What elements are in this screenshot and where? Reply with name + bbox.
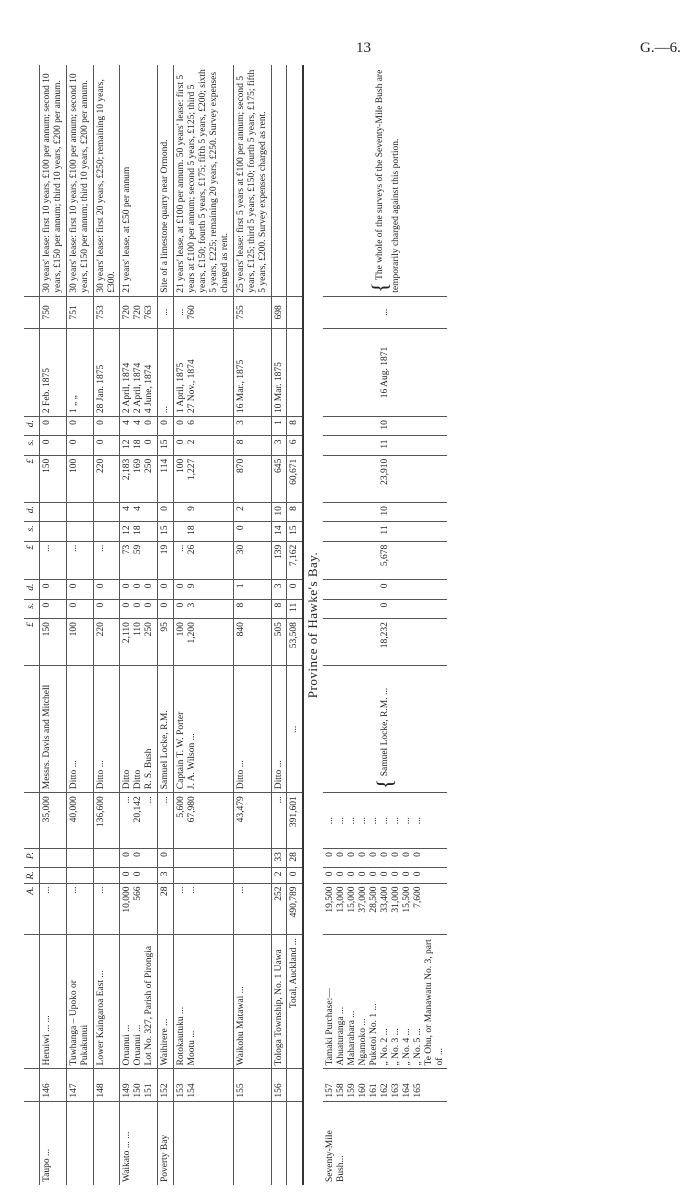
total-label: Total, Auckland ... (287, 935, 303, 1069)
hb-paid-shillings: 11 (323, 522, 447, 541)
deed-number: 750 (39, 296, 66, 328)
hb-total-pence: 10 (323, 417, 447, 436)
block-name-cell (39, 935, 66, 1069)
total-paid-pence: 8 (287, 503, 303, 522)
date: ... (158, 328, 174, 416)
total-row (287, 65, 303, 1185)
table-row (233, 65, 271, 1185)
paid-shillings: 15 (158, 522, 174, 541)
unit-pounds-label: £ (24, 619, 39, 666)
district-cell (271, 1101, 287, 1185)
block-name-cell (158, 935, 174, 1069)
hb-total-shillings: 11 (323, 436, 447, 455)
paid-pounds: ... 26 (174, 541, 234, 580)
table-row (158, 65, 174, 1185)
block-name: Waihirere ... (160, 1018, 171, 1066)
unit-roods-label: R. (24, 868, 39, 883)
acres: 252 (271, 883, 287, 935)
province-heading: Province of Hawke's Bay. (303, 65, 323, 1185)
paid-pounds: ... (39, 541, 66, 580)
total-perches: 28 (287, 849, 303, 868)
paid-shillings (66, 522, 93, 541)
total-sum-shillings: 6 (287, 436, 303, 455)
unit-shillings-label: s. (24, 599, 39, 618)
district-cell (174, 1101, 234, 1185)
acres: 10,000 566 (120, 883, 158, 935)
brace-glyph: { (366, 282, 392, 293)
lease-acres: 35,000 (39, 793, 66, 849)
roods: 0 0 (120, 868, 158, 883)
district: Waikato ... (122, 1141, 133, 1182)
block-number: 147 (66, 1069, 93, 1101)
price-pounds: 150 (39, 619, 66, 666)
total-shillings: 15 (158, 436, 174, 455)
unit-perches-label: P. (24, 849, 39, 868)
deed-number: 698 (271, 296, 287, 328)
district-cell (93, 1101, 120, 1185)
table-row (120, 65, 158, 1185)
district: Taupo (41, 1158, 52, 1182)
total-sum-pounds: 60,671 (287, 455, 303, 502)
hb-lease-acres: ... ... ... ... ... ... ... ... ... (323, 793, 447, 849)
remarks: 30 years' lease: first 20 years, £250; remaining 10 years, £300. (93, 65, 120, 296)
block-name-cell (66, 935, 93, 1069)
total-pounds: 100 (66, 455, 93, 502)
block-name-cell (93, 935, 120, 1069)
deed-number: 755 (233, 296, 271, 328)
acres: ... (66, 883, 93, 935)
paid-pounds: ... (66, 541, 93, 580)
perches (93, 849, 120, 868)
paid-pounds: 139 (271, 541, 287, 580)
rotated-table-container (24, 65, 664, 1185)
total-pounds: 2,183 169 250 (120, 455, 158, 502)
paid-pence: 4 4 (120, 503, 158, 522)
paid-pounds: ... (93, 541, 120, 580)
total-shillings: 12 18 0 (120, 436, 158, 455)
block-name-cell (120, 935, 158, 1069)
total-pounds: 220 (93, 455, 120, 502)
paid-shillings: 14 (271, 522, 287, 541)
block-name: Heruiwi ... (41, 1024, 52, 1066)
total-price-shillings: 11 (287, 599, 303, 618)
price-pence: 1 (233, 580, 271, 599)
price-pounds: 95 (158, 619, 174, 666)
block-name: Rotokautuku ... Mootu ... (176, 1006, 198, 1066)
table-row (39, 65, 66, 1185)
total-pounds: 100 1,227 (174, 455, 234, 502)
paid-pounds: 19 (158, 541, 174, 580)
paid-pence: 2 (233, 503, 271, 522)
unit-pence-label: d. (24, 580, 39, 599)
district-cell (39, 1101, 66, 1185)
block-number: 155 (233, 1069, 271, 1101)
auckland-rows (39, 65, 287, 1185)
province-heading-row (303, 65, 323, 1185)
roods: 3 (158, 868, 174, 883)
hb-paid-pounds: 5,678 (323, 541, 447, 580)
paid-pence: 9 (174, 503, 234, 522)
hawkes-bay-row (323, 65, 447, 1185)
hb-block-names: Tamaki Purchase:— Ahuaturanga ... Maharahara ... Ngamoko ... Puketoi No. 1 ... „ No. 2 ... „ No. 3 ... „ No. 4 ... „ No. 5 ... Te Ohu, or Manawatu No. 3, part of ... (323, 935, 447, 1069)
paid-pence (39, 503, 66, 522)
district-dots: ... (41, 1148, 52, 1157)
total-paid-shillings: 15 (287, 522, 303, 541)
hb-remarks-cell (323, 65, 447, 296)
total-shillings: 0 (93, 436, 120, 455)
total-roods: 0 (287, 868, 303, 883)
paid-pounds: 30 (233, 541, 271, 580)
block-name-cell (174, 935, 234, 1069)
hb-perches: 0 0 0 0 0 0 0 0 0 (323, 849, 447, 868)
total-price-pounds: 53,508 (287, 619, 303, 666)
deed-number: 720 720 763 (120, 296, 158, 328)
date: 16 Mar., 1875 (233, 328, 271, 416)
price-pounds: 100 (66, 619, 93, 666)
remarks: 21 years' lease, at £50 per annum (120, 65, 158, 296)
block-name-cell (233, 935, 271, 1069)
deed-number: ... (158, 296, 174, 328)
deed-number: 751 (66, 296, 93, 328)
vendor: Samuel Locke, R.M. (158, 666, 174, 793)
remarks: 25 years' lease: first 5 years at £100 per annum; second 5 years, £125; third 5 years, £150; fourth 5 years, £175; fifth 5 years, £200. Survey expenses charged as rent. (233, 65, 271, 296)
paid-pence: 10 (271, 503, 287, 522)
block-number: 149 150 151 (120, 1069, 158, 1101)
block-number: 153 154 (174, 1069, 234, 1101)
hb-price-shillings: 0 (323, 599, 447, 618)
vendor: Ditto ... (271, 666, 287, 793)
lease-acres: 136,600 (93, 793, 120, 849)
perches: 0 (158, 849, 174, 868)
paid-shillings: 18 (174, 522, 234, 541)
price-shillings: 0 (66, 599, 93, 618)
total-pence: 0 (66, 417, 93, 436)
total-pence: 1 (271, 417, 287, 436)
price-pounds: 100 1,200 (174, 619, 234, 666)
total-price-pence: 0 (287, 580, 303, 599)
hb-acres: 19,500 13,000 15,000 37,000 28,500 33,400 31,000 15,500 7,600 (323, 883, 447, 935)
deed-number: ... 760 (174, 296, 234, 328)
roods (174, 868, 234, 883)
price-shillings: 0 0 0 (120, 599, 158, 618)
hb-price-pence: 0 (323, 580, 447, 599)
price-shillings: 0 (93, 599, 120, 618)
block-name: Tologa Township, No. 1 Uawa (273, 949, 284, 1066)
paid-pence (93, 503, 120, 522)
table-row (271, 65, 287, 1185)
price-pounds: 505 (271, 619, 287, 666)
district-cell (120, 1101, 158, 1185)
total-paid-pounds: 7,162 (287, 541, 303, 580)
price-pence: 0 (66, 580, 93, 599)
hb-roods: 0 0 0 0 0 0 0 0 0 (323, 868, 447, 883)
paid-pounds: 73 59 (120, 541, 158, 580)
paid-pence: 0 (158, 503, 174, 522)
perches (174, 849, 234, 868)
district-dots: ... (122, 1131, 133, 1139)
lease-acres: 40,000 (66, 793, 93, 849)
total-shillings: 0 (66, 436, 93, 455)
date: 28 Jan. 1875 (93, 328, 120, 416)
roods (93, 868, 120, 883)
acres: ... (39, 883, 66, 935)
hb-price-pounds: 18,232 (323, 619, 447, 666)
total-pounds: 645 (271, 455, 287, 502)
price-pence: 0 (93, 580, 120, 599)
block-name-cell (271, 935, 287, 1069)
hb-district: Seventy-Mile Bush... (325, 1130, 347, 1182)
total-pence: 4 4 0 (120, 417, 158, 436)
district: Poverty Bay (160, 1134, 171, 1182)
total-pounds: 150 (39, 455, 66, 502)
district-cell (158, 1101, 174, 1185)
vendor: Ditto Ditto R. S. Bush (120, 666, 158, 793)
page-number: 13 (356, 40, 371, 56)
unit-pence-label: d. (24, 503, 39, 522)
total-pence: 0 (39, 417, 66, 436)
price-shillings: 8 (271, 599, 287, 618)
acres: ... ... (174, 883, 234, 935)
hb-numbers: 157 158 159 160 161 162 163 164 165 (323, 1069, 447, 1101)
lease-acres: 5,600 67,980 (174, 793, 234, 849)
total-sum-pence: 8 (287, 417, 303, 436)
price-pounds: 220 (93, 619, 120, 666)
vendor: Ditto ... (233, 666, 271, 793)
table-row (66, 65, 93, 1185)
acres: ... (233, 883, 271, 935)
price-pence: 3 (271, 580, 287, 599)
hb-remarks: The whole of the surveys of the Seventy-Mile Bush are temporarily charged against this portion. (375, 69, 401, 293)
total-shillings: 0 (39, 436, 66, 455)
paid-shillings: 12 18 (120, 522, 158, 541)
perches (233, 849, 271, 868)
hb-vendor: Samuel Locke, R.M. ... (380, 687, 391, 777)
acres: 28 (158, 883, 174, 935)
price-shillings: 0 3 (174, 599, 234, 618)
date: 2 Feb. 1875 (39, 328, 66, 416)
hb-paid-pence: 10 (323, 503, 447, 522)
price-pence: 0 (158, 580, 174, 599)
unit-pence-label: d. (24, 417, 39, 436)
lease-acres: ... 20,142 ... (120, 793, 158, 849)
brace-glyph: { (372, 778, 398, 790)
table-row (174, 65, 234, 1185)
total-acres: 490,789 (287, 883, 303, 935)
total-pence: 3 (233, 417, 271, 436)
lease-acres: ... (271, 793, 287, 849)
lease-acres: ... (158, 793, 174, 849)
total-lease-acres: 391,601 (287, 793, 303, 849)
block-number: 148 (93, 1069, 120, 1101)
unit-pounds-label: £ (24, 455, 39, 502)
remarks: 21 years' lease, at £100 per annum. 50 years' lease: first 5 years at £100 per annum; second 5 years, £125; third 5 years, £150; fourth 5 years, £175; fifth 5 years, £200; sixth 5 years, £225; remaining 20 years, £250. Survey expenses charged as rent. (174, 65, 234, 296)
price-pounds: 2,110 110 250 (120, 619, 158, 666)
price-pence: 0 (39, 580, 66, 599)
price-shillings: 0 (158, 599, 174, 618)
date: 1 April, 1875 27 Nov., 1874 (174, 328, 234, 416)
vendor: Captain T. W. Porter J. A. Wilson ... (174, 666, 234, 793)
remarks: Site of a limestone quarry near Ormond. (158, 65, 174, 296)
block-name: Lower Kaingaroa East ... (95, 970, 106, 1066)
lease-acres: 43,479 (233, 793, 271, 849)
block-number: 152 (158, 1069, 174, 1101)
total-vendor: ... (287, 666, 303, 793)
vendor: Ditto ... (93, 666, 120, 793)
remarks (271, 65, 287, 296)
roods (233, 868, 271, 883)
price-shillings: 8 (233, 599, 271, 618)
perches: 33 (271, 849, 287, 868)
vendor: Messrs. Davis and Mitchell (39, 666, 66, 793)
price-pence: 0 9 (174, 580, 234, 599)
district-cell (66, 1101, 93, 1185)
hb-vendor-cell (323, 666, 447, 793)
total-pence: 0 (93, 417, 120, 436)
deed-number: 753 (93, 296, 120, 328)
block-name: Oruanui ... Oruanui ... Lot No. 327, Parish of Pirongia (122, 945, 155, 1066)
unit-shillings-label: s. (24, 436, 39, 455)
hb-total-pounds: 23,910 (323, 455, 447, 502)
table-row (93, 65, 120, 1185)
district-cell (233, 1101, 271, 1185)
total-shillings: 0 2 (174, 436, 234, 455)
date: 10 Mar. 1875 (271, 328, 287, 416)
hb-deed: ... (323, 296, 447, 328)
hb-date: 16 Aug. 1871 (323, 328, 447, 416)
total-pence: 0 (158, 417, 174, 436)
document-reference: G.—6. (640, 40, 681, 56)
remarks: 30 years' lease: first 10 years, £100 per annum; second 10 years, £150 per annum; third 10 years, £200 per annum. (66, 65, 93, 296)
price-pence: 0 0 0 (120, 580, 158, 599)
paid-shillings (39, 522, 66, 541)
acres: ... (93, 883, 120, 935)
price-pounds: 840 (233, 619, 271, 666)
unit-pounds-label: £ (24, 541, 39, 580)
perches: 0 0 (120, 849, 158, 868)
total-pence: 0 6 (174, 417, 234, 436)
roods: 2 (271, 868, 287, 883)
unit-acres-label: A. (24, 883, 39, 935)
block-name: Waikohu Matawai ... (235, 986, 246, 1066)
paid-shillings: 0 (233, 522, 271, 541)
paid-shillings (93, 522, 120, 541)
total-shillings: 3 (271, 436, 287, 455)
vendor: Ditto ... (66, 666, 93, 793)
total-shillings: 8 (233, 436, 271, 455)
unit-shillings-label: s. (24, 522, 39, 541)
date: 2 April, 1874 2 April, 1874 4 June, 1874 (120, 328, 158, 416)
price-shillings: 0 (39, 599, 66, 618)
column-units-row (24, 65, 39, 1185)
perches (39, 849, 66, 868)
roods (39, 868, 66, 883)
remarks: 30 years' lease: first 10 years, £100 per annum; second 10 years, £150 per annum; third 10 years, £200 per annum. (39, 65, 66, 296)
block-number: 156 (271, 1069, 287, 1101)
total-pounds: 870 (233, 455, 271, 502)
block-number: 146 (39, 1069, 66, 1101)
land-schedule-table (24, 65, 447, 1185)
perches (66, 849, 93, 868)
paid-pence (66, 503, 93, 522)
date: 1 „ „ (66, 328, 93, 416)
block-name: Tuwhanga – Upoko or Pukakunui (68, 980, 90, 1066)
block-name-dots: ... (41, 1015, 52, 1023)
roods (66, 868, 93, 883)
total-pounds: 114 (158, 455, 174, 502)
